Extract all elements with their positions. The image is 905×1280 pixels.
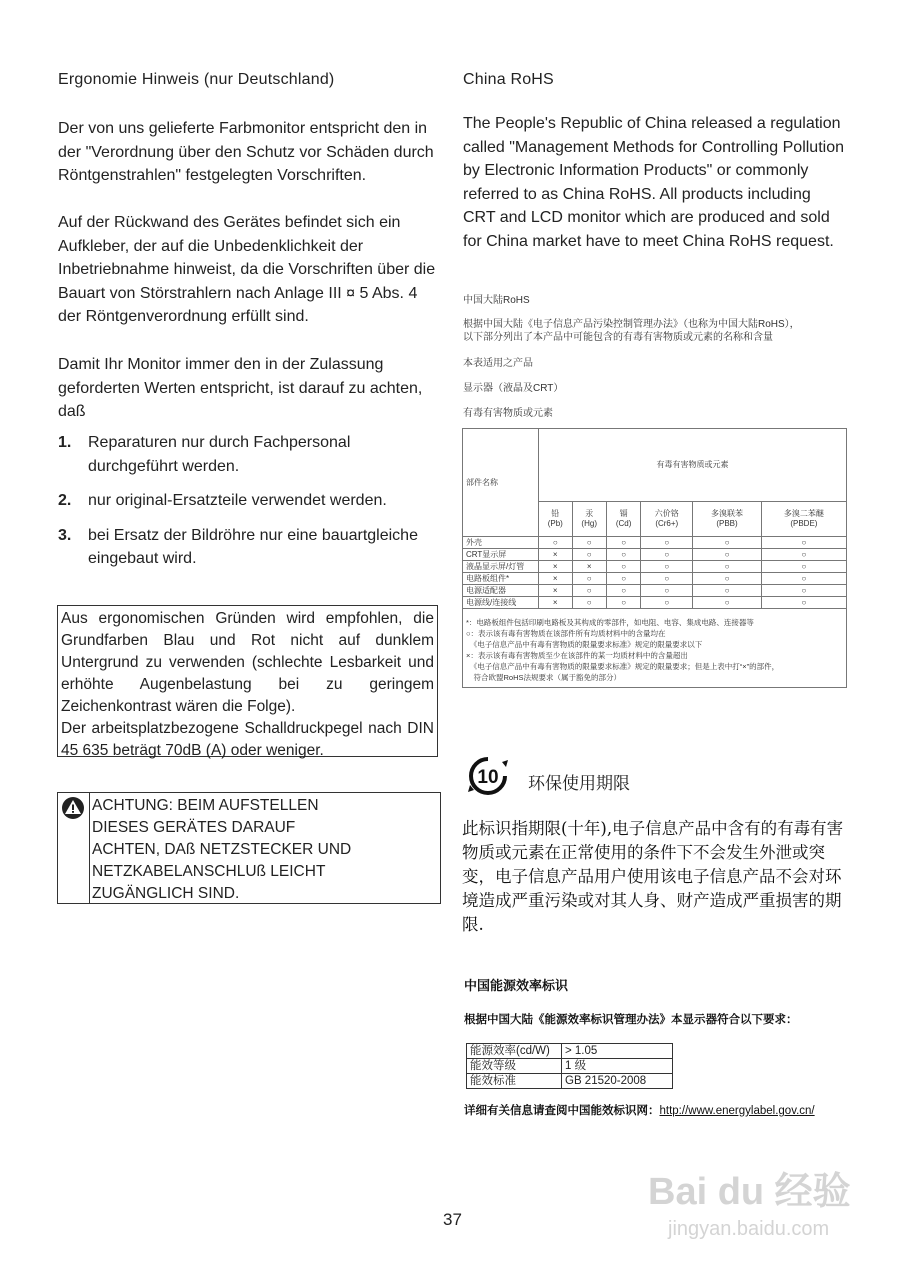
page-number: 37: [443, 1210, 462, 1229]
substance-cell: ○: [606, 597, 640, 609]
china-rohs-paragraph: The People's Republic of China released a regulation called "Management Methods for Controlling Pollution by Electronic Information Products" or commonly referred to as China RoHS. All products including CRT and LCD monitor which are produced and sold for China market have to meet China RoHS request.: [463, 115, 844, 250]
rohs-note: *：电路板组件包括印刷电路板及其构成的零部件，如电阻、电容、集成电路、连接器等: [466, 618, 754, 627]
substance-cell: ○: [693, 585, 762, 597]
energy-footer-prefix: 详细有关信息请查阅中国能效标识网：: [464, 1105, 660, 1117]
list-text: bei Ersatz der Bildröhre nur eine bauartgleiche eingebaut wird.: [88, 526, 418, 567]
rohs-note: ×：表示该有毒有害物质至少在该部件的某一均质材料中的含量超出: [466, 651, 688, 660]
list-number: 1.: [58, 434, 72, 451]
cn-rohs-line-2: 以下部分列出了本产品中可能包含的有毒有害物质或元素的名称和含量: [463, 332, 773, 343]
substance-cell: ○: [606, 573, 640, 585]
list-item: [58, 524, 443, 571]
column-header: 多溴联苯 (PBB): [693, 502, 762, 537]
list-item: [58, 489, 443, 513]
substance-cell: ○: [572, 537, 606, 549]
energy-footer: [464, 1102, 815, 1118]
table-row: [463, 537, 847, 549]
cn-applies-to: 本表适用之产品: [463, 358, 533, 369]
table-row: [463, 561, 847, 573]
china-rohs-heading: China RoHS: [463, 71, 554, 88]
ergonomic-note-text: Aus ergonomischen Gründen wird empfohlen, die Grundfarben Blau und Rot nicht auf dunklem Untergrund zu verwenden (schlechte Lesbarkeit und erhöhte Augenbelastung bei zu geringem Zeichenkontrast wären die Folge).: [61, 610, 434, 715]
ergonomie-paragraph-2: Auf der Rückwand des Gerätes befindet sich ein Aufkleber, der auf die Unbedenklichkeit der Inbetriebnahme hinweist, da die Vorschriften über die Bauart von Störstrahlern nach Anlage III ¤ 5 Abs. 4 der Röntgenverordnung erfüllt sind.: [58, 214, 436, 325]
substance-cell: ○: [693, 573, 762, 585]
warning-line: NETZKABELANSCHLUß LEICHT: [92, 863, 326, 880]
substance-cell: ○: [641, 561, 693, 573]
substance-cell: ○: [606, 561, 640, 573]
warning-line: DIESES GERÄTES DARAUF: [92, 819, 296, 836]
rohs-note: 符合欧盟RoHS法规要求（属于豁免的部分）: [466, 673, 622, 682]
substance-cell: ○: [572, 573, 606, 585]
substance-cell: ○: [641, 573, 693, 585]
cn-hazard-label: 有毒有害物质或元素: [463, 408, 553, 419]
part-name-cell: 液晶显示屏/灯管: [463, 561, 539, 573]
substance-group-header: 有毒有害物质或元素: [539, 429, 847, 502]
substance-cell: ○: [761, 561, 846, 573]
cn-display-type: 显示器（液晶及CRT）: [463, 383, 564, 394]
part-name-cell: 电源线/连接线: [463, 597, 539, 609]
substance-cell: ○: [693, 537, 762, 549]
part-name-header: 部件名称: [463, 429, 539, 537]
energy-value: 1 级: [562, 1059, 673, 1074]
ergonomie-paragraph-1: Der von uns gelieferte Farbmonitor entspricht den in der "Verordnung über den Schutz vor Schäden durch Röntgenstrahlen" festgelegten Vorschriften.: [58, 120, 434, 184]
substance-cell: ×: [539, 561, 573, 573]
list-number: 3.: [58, 526, 72, 544]
table-row: [463, 549, 847, 561]
substance-cell: ×: [539, 549, 573, 561]
substance-cell: ○: [761, 585, 846, 597]
substance-cell: ○: [641, 597, 693, 609]
eco-description: 此标识指期限(十年),电子信息产品中含有的有毒有害物质或元素在正常使用的条件下不会发生外泄或突变，电子信息产品用户使用该电子信息产品不会对环境造成严重污染或对其人身、财产造成严重损害的期限.: [462, 819, 844, 934]
table-row: [467, 1074, 673, 1089]
table-row: [463, 585, 847, 597]
substance-cell: ○: [606, 549, 640, 561]
substance-cell: ○: [572, 585, 606, 597]
energy-label-link[interactable]: http://www.energylabel.gov.cn/: [659, 1105, 815, 1117]
rohs-note: 《电子信息产品中有毒有害物质的限量要求标准》规定的限量要求以下: [466, 640, 703, 649]
rohs-note: 《电子信息产品中有毒有害物质的限量要求标准》规定的限量要求；但是上表中打“×”的部件，: [466, 662, 780, 671]
table-row: [467, 1044, 673, 1059]
eco-label: 环保使用期限: [528, 774, 630, 794]
substance-cell: ○: [761, 573, 846, 585]
column-header: 镉 (Cd): [606, 502, 640, 537]
part-name-cell: CRT显示屏: [463, 549, 539, 561]
ergonomie-paragraph-3: Damit Ihr Monitor immer den in der Zulassung geforderten Werten entspricht, ist darauf zu achten, daß: [58, 356, 423, 420]
substance-cell: ○: [761, 549, 846, 561]
list-text: Reparaturen nur durch Fachpersonal durchgeführt werden.: [88, 434, 351, 475]
table-row: [463, 573, 847, 585]
energy-title: 中国能源效率标识: [464, 978, 569, 993]
substance-cell: ○: [572, 597, 606, 609]
substance-cell: ×: [539, 597, 573, 609]
part-name-cell: 外壳: [463, 537, 539, 549]
substance-cell: ○: [761, 597, 846, 609]
substance-cell: ×: [539, 585, 573, 597]
energy-label: 能效标准: [467, 1074, 562, 1089]
table-header-row: [463, 429, 847, 502]
part-name-cell: 电源适配器: [463, 585, 539, 597]
cn-rohs-line-1: 根据中国大陆《电子信息产品污染控制管理办法》（也称为中国大陆RoHS），: [463, 319, 800, 330]
table-row: [467, 1059, 673, 1074]
baidu-watermark-logo: Bai du 经验: [648, 1171, 851, 1213]
rohs-note: ○：表示该有毒有害物质在该部件所有均质材料中的含量均在: [466, 629, 666, 638]
cn-rohs-title: 中国大陆RoHS: [463, 295, 530, 306]
substance-cell: ○: [606, 537, 640, 549]
warning-line: ACHTEN, DAß NETZSTECKER UND: [92, 841, 352, 858]
warning-box: [57, 792, 441, 904]
list-item: [58, 431, 443, 478]
eco-icon-number: 10: [477, 767, 499, 788]
substance-cell: ○: [606, 585, 640, 597]
energy-value: > 1.05: [562, 1044, 673, 1059]
column-header: 汞 (Hg): [572, 502, 606, 537]
column-header: 多溴二苯醚 (PBDE): [761, 502, 846, 537]
substance-cell: ○: [539, 537, 573, 549]
substance-cell: ×: [572, 561, 606, 573]
part-name-cell: 电路板组件*: [463, 573, 539, 585]
substance-cell: ○: [693, 549, 762, 561]
table-row: [463, 597, 847, 609]
substance-cell: ×: [539, 573, 573, 585]
warning-icon: [61, 796, 85, 820]
substance-cell: ○: [641, 537, 693, 549]
column-header: 铅 (Pb): [539, 502, 573, 537]
ergonomic-note-box: [57, 605, 438, 757]
energy-value: GB 21520-2008: [562, 1074, 673, 1089]
energy-label: 能源效率(cd/W): [467, 1044, 562, 1059]
substance-cell: ○: [693, 561, 762, 573]
list-text: nur original-Ersatzteile verwendet werden.: [88, 492, 387, 509]
substance-cell: ○: [572, 549, 606, 561]
substance-cell: ○: [641, 549, 693, 561]
rohs-notes: [466, 617, 846, 683]
sound-pressure-note: Der arbeitsplatzbezogene Schalldruckpegel nach DIN 45 635 beträgt 70dB (A) oder weniger.: [61, 720, 434, 759]
substance-cell: ○: [693, 597, 762, 609]
substance-cell: ○: [641, 585, 693, 597]
warning-text: [92, 795, 351, 905]
energy-intro: 根据中国大陆《能源效率标识管理办法》本显示器符合以下要求：: [464, 1014, 798, 1026]
requirements-list: [58, 431, 443, 582]
energy-label: 能效等级: [467, 1059, 562, 1074]
substance-cell: ○: [761, 537, 846, 549]
baidu-watermark-url: jingyan.baidu.com: [668, 1218, 830, 1240]
warning-icon-cell: [58, 793, 90, 903]
ergonomie-heading: Ergonomie Hinweis (nur Deutschland): [58, 71, 335, 88]
warning-line: ZUGÄNGLICH SIND.: [92, 885, 240, 902]
eco-period-icon: [464, 752, 512, 800]
list-number: 2.: [58, 492, 72, 509]
energy-table: [466, 1043, 673, 1089]
column-header: 六价铬 (Cr6+): [641, 502, 693, 537]
warning-line: ACHTUNG: BEIM AUFSTELLEN: [92, 797, 319, 814]
